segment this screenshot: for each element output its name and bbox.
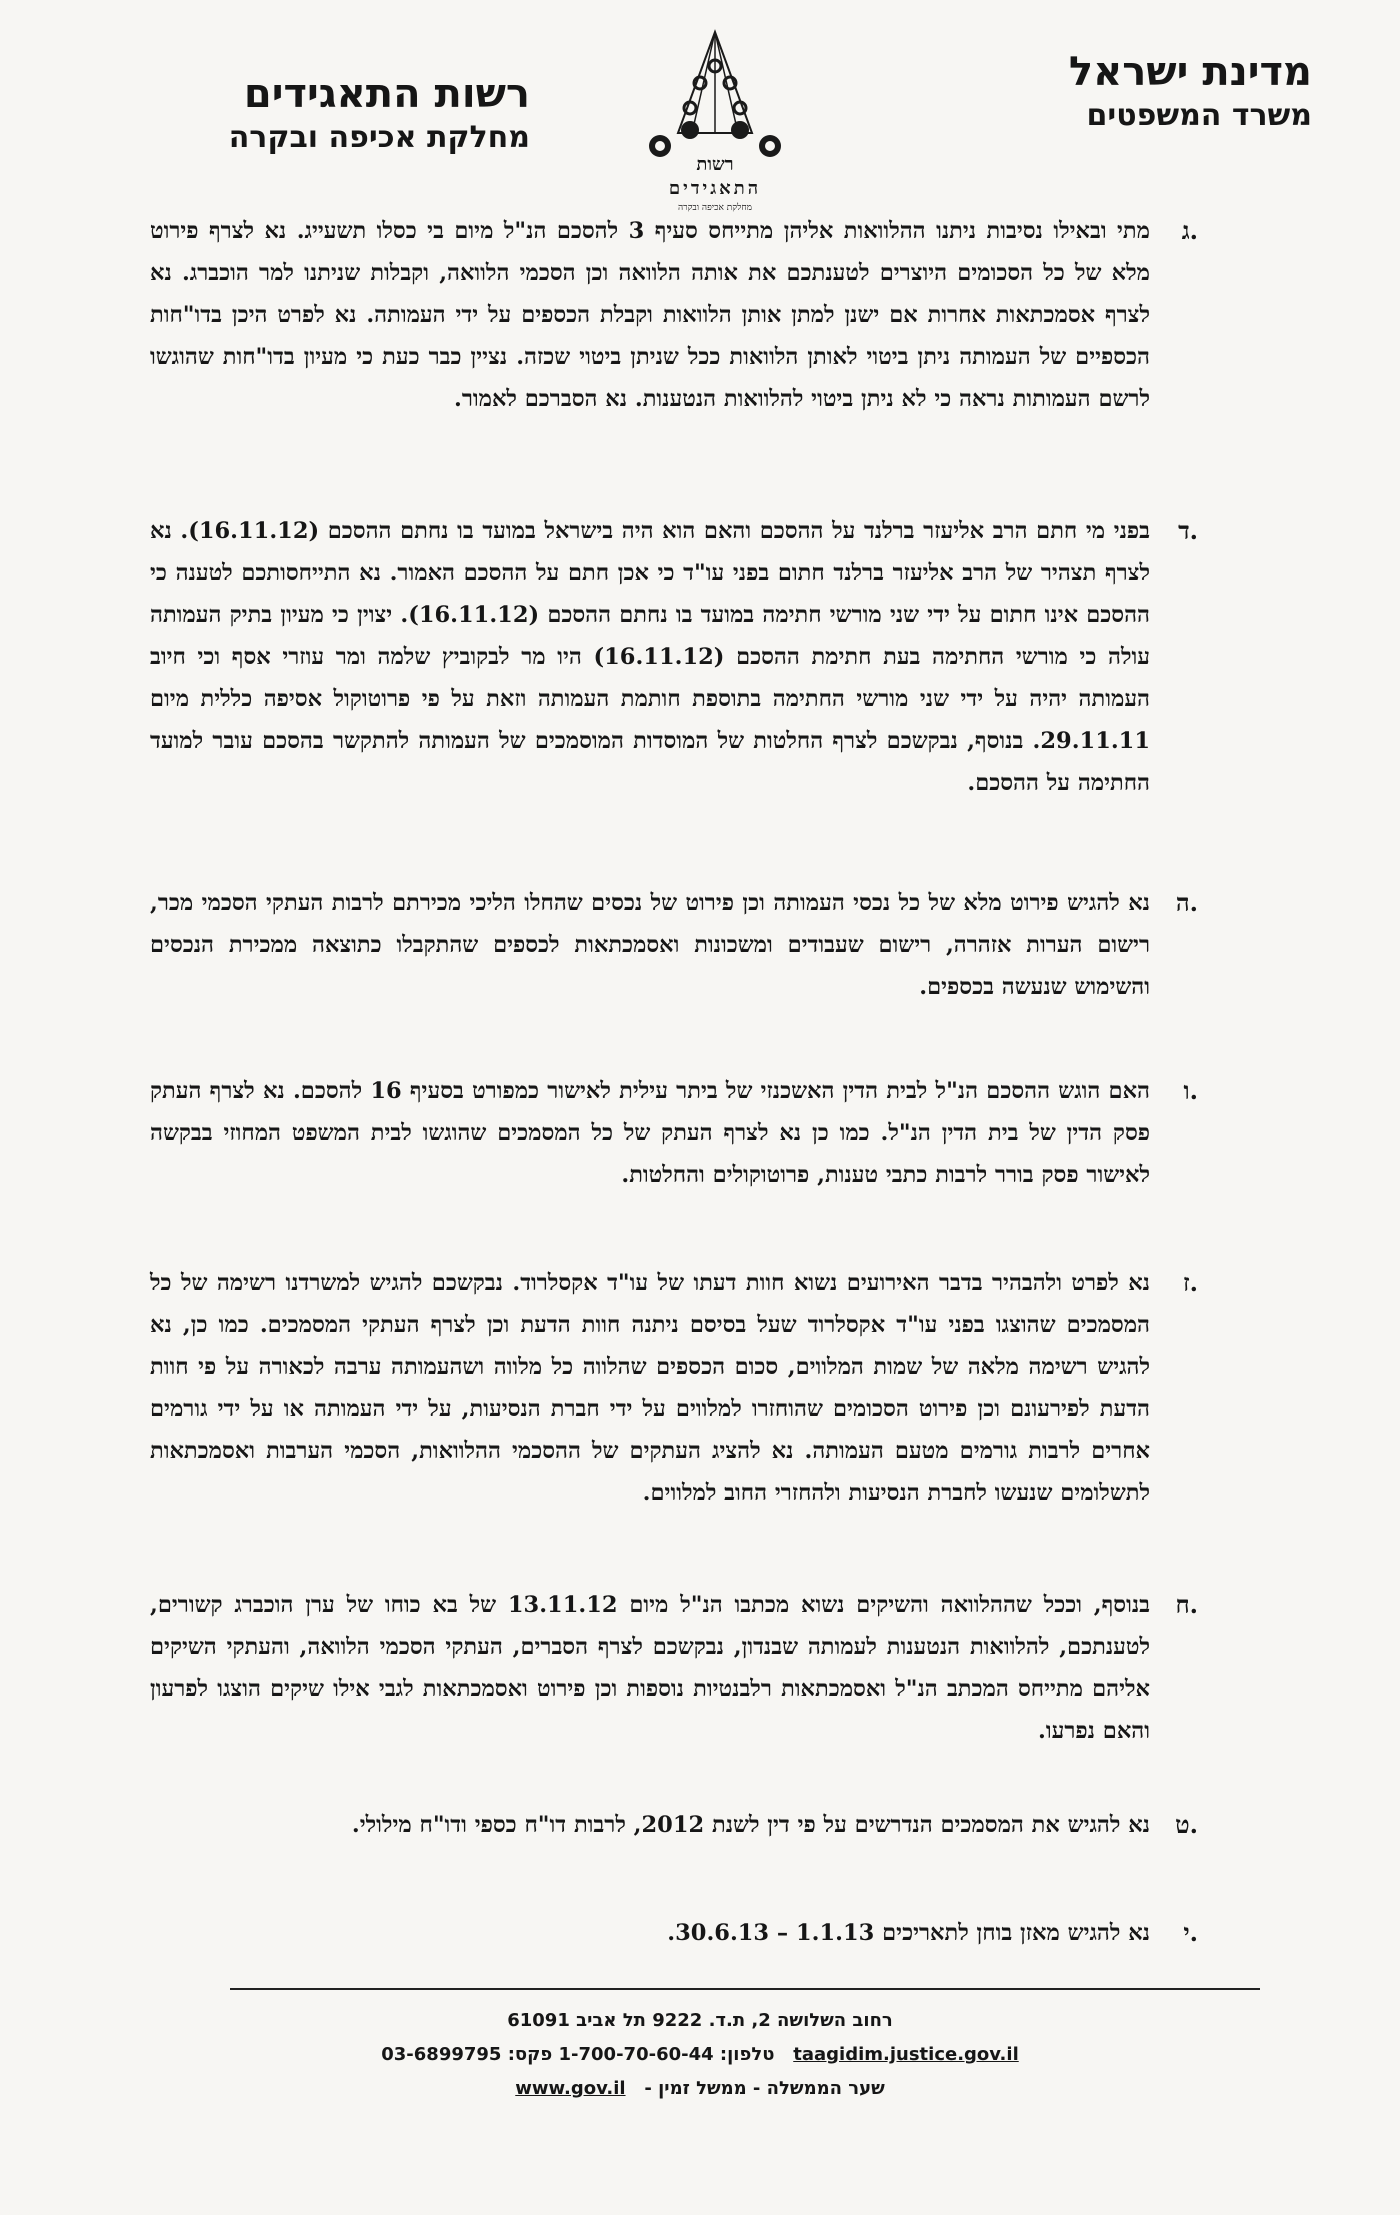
item-text: מתי ובאילו נסיבות ניתנו ההלוואות אליהן מתייחס סעיף 3 להסכם הנ"ל מיום בי כסלו תשעייג. נא לצרף פירוט מלא של כל הסכומים היוצרים לטענתכם את אותה הלוואה וכן הסכמי הלוואה, וקבלות שניתנו למר הוכברג. נא לצרף אסמכתאות אחרות אם ישנן למתן אותן הלוואות וקבלת הכספים על ידי העמותה. נא לפרט היכן בדו"חות הכספיים של העמותה ניתן ביטוי לאותן הלוואות ככל שניתן ביטוי שכזה. נציין כבר כעת כי מעיון בדו"חות שהוגשו לרשם העמותות נראה כי לא ניתן ביטוי להלוואות הנטענות. נא הסברכם לאמור. <box>150 218 1150 412</box>
footer-phone: טלפון: 1-700-70-60-44 פקס: 03-6899795 <box>381 2044 775 2065</box>
footer-contact <box>0 2038 1400 2072</box>
list-item <box>150 1912 1198 1954</box>
logo-text-line1: רשות <box>696 154 734 175</box>
footer-portal <box>0 2072 1400 2106</box>
department-subtitle: מחלקת אכיפה ובקרה <box>228 120 530 155</box>
item-text: נא להגיש פירוט מלא של כל נכסי העמותה וכן פירוט של נכסים שהחלו הליכי מכירתם לרבות העתקי הסכמי מכר, רישום הערות אזהרה, רישום שעבודים ומשכונות ואסמכתאות לכספים שהתקבלו כתוצאה ממכירת הנכסים והשימוש שנעשה בכספים. <box>150 890 1150 1000</box>
item-marker: ט. <box>1175 1810 1198 1839</box>
item-text: האם הוגש ההסכם הנ"ל לבית הדין האשכנזי של ביתר עילית לאישור כמפורט בסעיף 16 להסכם. נא לצרף העתק פסק הדין של בית הדין הנ"ל. כמו כן נא לצרף העתק של כל המסמכים שהוגשו לבית המשפט המחוזי בבקשה לאישור פסק בורר לרבות כתבי טענות, פרוטוקולים והחלטות. <box>150 1078 1150 1188</box>
footer-portal-link[interactable]: www.gov.il <box>515 2078 626 2099</box>
item-text: נא להגיש את המסמכים הנדרשים על פי דין לשנת 2012, לרבות דו"ח כספי ודו"ח מילולי. <box>351 1812 1150 1838</box>
header-authority <box>130 70 530 158</box>
item-marker: י. <box>1183 1918 1198 1947</box>
item-text: בנוסף, וככל שההלוואה והשיקים נשוא מכתבו הנ"ל מיום 13.11.12 של בא כוחו של ערן הוכברג קשורים, לטענתכם, להלוואות הנטענות לעמותה שבנדון, נבקשכם לצרף הסברים, העתקי הסכמי הלוואה, והעתקי השיקים אליהם מתייחס המכתב הנ"ל ואסמכתאות רלבנטיות נוספות וכן פירוט ואסמכתאות לגבי אילו שיקים הוצגו לפרעון והאם נפרעו. <box>150 1592 1150 1744</box>
item-text: נא לפרט ולהבהיר בדבר האירועים נשוא חוות דעתו של עו"ד אקסלרוד. נבקשכם להגיש למשרדנו רשימה של כל המסמכים שהוצגו בפני עו"ד אקסלרוד שעל בסיסם ניתנה חוות הדעת וכן לצרף העתקי המסמכים. כמו כן, נא להגיש רשימה מלאה של שמות המלווים, סכום הכספים שהלווה כל מלווה ושהעמותה ערבה לכאורה על פי חוות הדעת לפירעונם וכן פירוט הסכומים שהוחזרו למלווים על ידי חברת הנסיעות, על ידי העמותה או על ידי גורמים אחרים לרבות גורמים מטעם העמותה. נא להציג העתקים של ההסכמי ההלוואות, הסכמי הערבות ואסמכתאות לתשלומים שנעשו לחברת הנסיעות ולהחזרי החוב למלווים. <box>150 1270 1150 1506</box>
authority-title: רשות התאגידים <box>243 71 530 117</box>
item-text: נא להגיש מאזן בוחן לתאריכים 1.1.13 – 30.6.13. <box>667 1920 1150 1946</box>
list-item <box>150 882 1198 1008</box>
header-ministry <box>982 48 1312 136</box>
footer-divider <box>230 1988 1260 1990</box>
authority-logo <box>620 28 810 218</box>
item-text: בפני מי חתם הרב אליעזר ברלנד על ההסכם והאם הוא היה בישראל במועד בו נחתם ההסכם (16.11.12). נא לצרף תצהיר של הרב אליעזר ברלנד חתום בפני עו"ד כי אכן חתם על ההסכם האמור. נא התייחסותכם לטענה כי ההסכם אינו חתום על ידי שני מורשי חתימה במועד בו נחתם ההסכם (16.11.12). יצוין כי מעיון בתיק העמותה עולה כי מורשי החתימה בעת חתימת ההסכם (16.11.12) היו מר לבקוביץ שלמה ומר עוזרי אסף וכי חיוב העמותה יהיה על ידי שני מורשי החתימה בתוספת חותמת העמותה וזאת על פי פרוטוקול אסיפה כללית מיום 29.11.11. בנוסף, נבקשכם לצרף החלטות של המוסדות המוסמכים של העמותה להתקשר בהסכם עובר למועד החתימה על ההסכם. <box>150 518 1151 796</box>
list-item <box>150 1262 1198 1514</box>
requirements-list <box>0 210 1400 1960</box>
item-marker: ז. <box>1182 1268 1198 1297</box>
item-marker: ד. <box>1178 516 1198 545</box>
list-item <box>150 510 1198 804</box>
item-marker: ו. <box>1183 1076 1198 1105</box>
footer-website-link[interactable]: taagidim.justice.gov.il <box>793 2044 1019 2065</box>
list-item <box>150 210 1198 420</box>
item-marker: ג. <box>1181 216 1198 245</box>
list-item <box>150 1070 1198 1196</box>
state-title: מדינת ישראל <box>1068 49 1312 95</box>
item-marker: ה. <box>1175 888 1198 917</box>
logo-text-line2: התאגידים <box>668 178 762 199</box>
list-item <box>150 1584 1198 1752</box>
footer-portal-label: שער הממשלה - ממשל זמין - <box>644 2078 885 2099</box>
footer-address: רחוב השלושה 2, ת.ד. 9222 תל אביב 61091 <box>507 2010 893 2031</box>
list-item <box>150 1804 1198 1846</box>
footer <box>0 2004 1400 2106</box>
item-marker: ח. <box>1175 1590 1198 1619</box>
logo-text-line3: מחלקת אכיפה ובקרה <box>677 203 752 213</box>
ministry-subtitle: משרד המשפטים <box>1086 98 1312 133</box>
